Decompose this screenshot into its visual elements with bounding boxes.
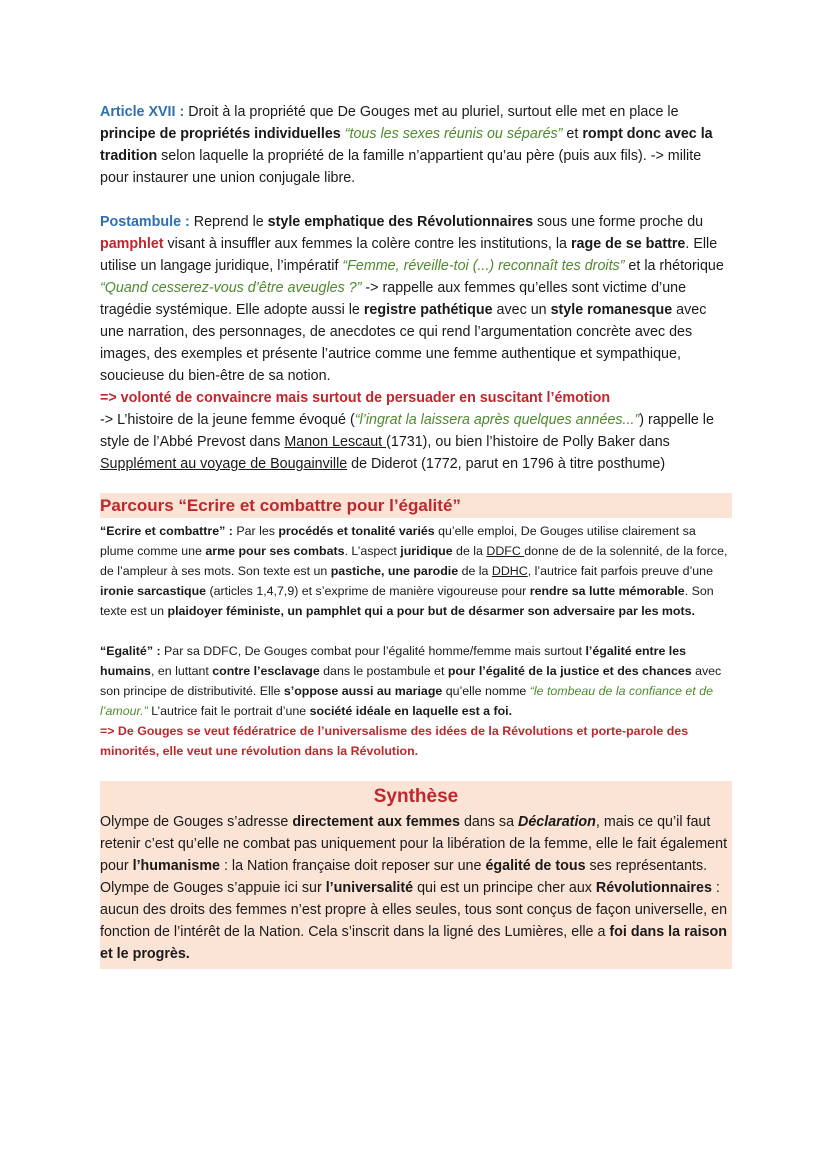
text-run: sous une forme proche du: [533, 214, 704, 230]
red-run: pamphlet: [100, 236, 164, 252]
bold-run: l’universalité: [325, 880, 414, 896]
text-run: : la Nation française doit reposer sur une: [220, 858, 486, 874]
bold-run: égalité de tous: [485, 858, 586, 874]
text-run: de Diderot (1772, parut en 1796 à titre posthume): [347, 456, 666, 472]
article17-paragraph: [100, 101, 732, 189]
bold-run: s’oppose aussi au mariage: [283, 684, 443, 698]
quote-run: “Quand cesserez-vous d’être aveugles ?”: [100, 280, 362, 296]
text-run: avec son principe de distributivité. Elle: [100, 664, 722, 698]
text-run: et la rhétorique: [624, 258, 724, 274]
bold-run: principe de propriétés individuelles: [100, 126, 341, 142]
synthese-box: [100, 781, 732, 969]
quote-run: “le tombeau de la confiance et de l’amour.”: [100, 684, 713, 718]
bold-run: style emphatique des Révolutionnaires: [267, 214, 534, 230]
conclusion-line: => De Gouges se veut fédératrice de l’universalisme des idées de la Révolutions et porte-parole des minorités, elle veut une révolution dans la Révolution.: [100, 724, 689, 758]
text-run: avec une narration, des personnages, de anecdotes ce qui rend l’argumentation concrète avec des images, des exemples et présente l’autrice comme une femme authentique et sympathique, soucieuse du bien-être de sa notion.: [100, 302, 707, 384]
section-label: “Egalité” :: [100, 644, 161, 658]
book-title: Manon Lescaut: [284, 434, 387, 450]
bold-run: juridique: [400, 544, 453, 558]
bold-run: ironie sarcastique: [100, 584, 207, 598]
quote-run: “Femme, réveille-toi (...) reconnaît tes droits”: [342, 258, 625, 274]
text-run: dans le postambule et: [319, 664, 448, 678]
synthese-paragraph-2: [100, 877, 732, 965]
text-run: Droit à la propriété que De Gouges met au pluriel, surtout elle met en place le: [184, 104, 679, 120]
text-run: (articles 1,4,7,9) et s’exprime de manière vigoureuse pour: [206, 584, 530, 598]
text-run: , en luttant: [150, 664, 213, 678]
text-run: visant à insuffler aux femmes la colère contre les institutions, la: [163, 236, 571, 252]
text-run: ses représentants.: [585, 858, 708, 874]
bold-run: contre l’esclavage: [212, 664, 320, 678]
text-run: (1731), ou bien l’histoire de Polly Baker dans: [386, 434, 670, 450]
section-label: “Ecrire et combattre” :: [100, 524, 233, 538]
text-run: donne de de la solennité, de la force, de l’ampleur à ses mots. Son texte est un: [100, 544, 728, 578]
text-run: avec un: [492, 302, 551, 318]
quote-run: “l’ingrat la laissera après quelques années...”: [354, 412, 640, 428]
synthese-paragraph-1: [100, 811, 732, 877]
text-run: Par sa DDFC, De Gouges combat pour l’égalité homme/femme mais surtout: [160, 644, 586, 658]
text-run: Par les: [232, 524, 279, 538]
text-run: Olympe de Gouges s’appuie ici sur: [100, 880, 326, 896]
text-run: et: [562, 126, 583, 142]
bold-run: société idéale en laquelle est a foi.: [309, 704, 513, 718]
synthese-title: Synthèse: [373, 786, 459, 807]
bold-run: directement aux femmes: [292, 814, 460, 830]
document-page: [100, 101, 732, 969]
text-run: qu’elle nomme: [442, 684, 530, 698]
article17-label: Article XVII :: [100, 104, 185, 120]
book-title: Supplément au voyage de Bougainville: [100, 456, 348, 472]
bold-run: style romanesque: [550, 302, 673, 318]
bold-run: pour l’égalité de la justice et des chances: [447, 664, 692, 678]
text-run: . Son texte est un: [100, 584, 714, 618]
bold-run: registre pathétique: [363, 302, 493, 318]
text-run: qui est un principe cher aux: [413, 880, 596, 896]
postambule-paragraph: [100, 211, 732, 475]
quote-run: “tous les sexes réunis ou séparés”: [340, 126, 563, 142]
text-run: Olympe de Gouges s’adresse: [100, 814, 293, 830]
text-run: de la: [452, 544, 487, 558]
text-run: -> L’histoire de la jeune femme évoqué (: [100, 412, 355, 428]
text-run: Reprend le: [189, 214, 268, 230]
bold-italic-run: Déclaration: [518, 814, 596, 830]
text-run: : aucun des droits des femmes n’est propre à elles seules, tous sont conçus de façon universelle, en fonction de l’intérêt de la Nation. Cela s’inscrit dans la ligné des Lumières, elle a: [100, 880, 728, 940]
text-run: . L’aspect: [344, 544, 401, 558]
bold-run: plaidoyer féministe, un pamphlet qui a pour but de désarmer son adversaire par les mots.: [167, 604, 695, 618]
bold-run: foi dans la raison et le progrès.: [100, 924, 727, 962]
text-run: selon laquelle la propriété de la famille n’appartient qu’au père (puis aux fils). -> milite pour instaurer une union conjugale libre.: [100, 148, 702, 186]
ecrire-combattre-paragraph: [100, 521, 732, 621]
bold-run: Révolutionnaires: [595, 880, 712, 896]
bold-run: rage de se battre: [570, 236, 686, 252]
bold-run: l’égalité entre les humains: [100, 644, 687, 678]
text-run: de la: [458, 564, 492, 578]
bold-run: pastiche, une parodie: [330, 564, 459, 578]
text-run: L’autrice fait le portrait d’une: [147, 704, 310, 718]
bold-run: l’humanisme: [132, 858, 220, 874]
bold-run: arme pour ses combats: [205, 544, 345, 558]
text-run: qu’elle emploi, De Gouges utilise clairement sa plume comme une: [100, 524, 696, 558]
text-run: , l’autrice fait parfois preuve d’une: [527, 564, 713, 578]
text-run: -> rappelle aux femmes qu’elles sont victime d’une tragédie systémique. Elle adopte aussi le: [100, 280, 687, 318]
text-run: ) rappelle le style de l’Abbé Prevost dans: [100, 412, 714, 450]
underlined-run: DDFC: [486, 544, 525, 558]
text-run: . Elle utilise un langage juridique, l’impératif: [100, 236, 718, 274]
conclusion-line: => volonté de convaincre mais surtout de persuader en suscitant l’émotion: [100, 390, 611, 406]
text-run: , mais ce qu’il faut retenir c’est qu’elle ne combat pas uniquement pour la libération de la femme, elle le fait également pour: [100, 814, 728, 874]
parcours-heading: Parcours “Ecrire et combattre pour l’égalité”: [100, 493, 732, 518]
bold-run: procédés et tonalité variés: [278, 524, 435, 538]
postambule-label: Postambule :: [100, 214, 190, 230]
bold-run: rompt donc avec la tradition: [100, 126, 713, 164]
underlined-run: DDHC: [491, 564, 528, 578]
text-run: dans sa: [459, 814, 519, 830]
egalite-paragraph: [100, 641, 732, 761]
bold-run: rendre sa lutte mémorable: [529, 584, 685, 598]
